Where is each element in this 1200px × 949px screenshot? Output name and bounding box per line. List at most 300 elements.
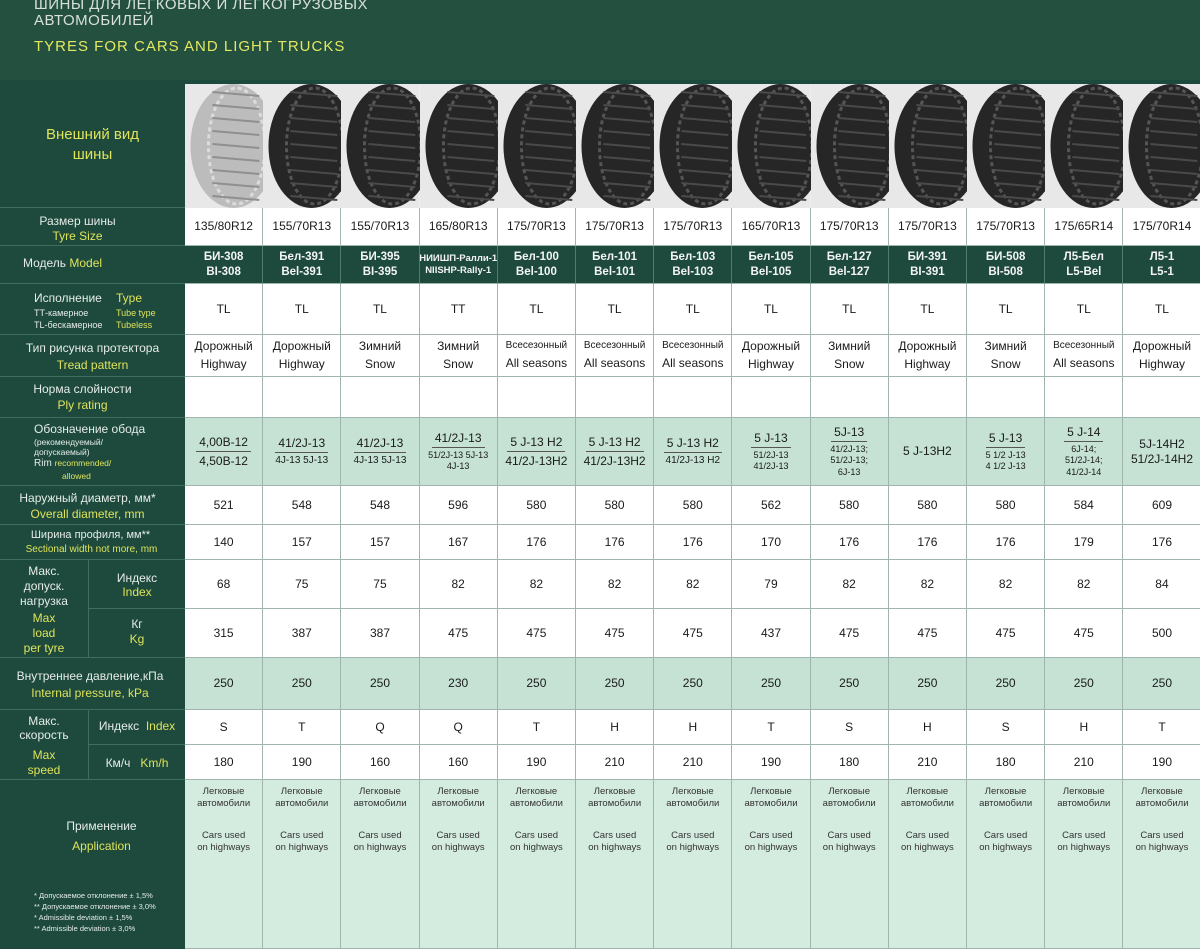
- cell-load-index: [341, 560, 419, 609]
- tyre-type: TL: [294, 301, 309, 316]
- app-ru-line2: автомобили: [275, 797, 329, 809]
- rim-recommended: 5J-13: [831, 425, 867, 442]
- cell-size: [263, 208, 341, 246]
- label-pressure: [0, 658, 185, 710]
- load-kg: 437: [760, 625, 781, 640]
- tread-ru: Всесезонный: [1053, 340, 1115, 352]
- label-tt-ru: ТТ-камерное: [34, 308, 89, 318]
- label-speed-en2: speed: [27, 763, 61, 777]
- tyre-size: 135/80R12: [194, 219, 253, 233]
- model-en: BI-395: [362, 265, 398, 278]
- cell-load-index: [420, 560, 498, 609]
- app-ru-line2: автомобили: [900, 797, 954, 809]
- page-header: [0, 0, 1200, 80]
- tread-en: Highway: [1138, 357, 1185, 371]
- app-en-line1: Cars used: [280, 829, 324, 841]
- tyre-size: 175/70R13: [663, 219, 723, 233]
- cell-app: [1045, 780, 1123, 949]
- cell-width: [185, 525, 263, 560]
- rim-single2: 51/2J-14H2: [1130, 451, 1193, 466]
- cell-size: [732, 208, 810, 246]
- app-en-line1: Cars used: [749, 829, 793, 841]
- cell-diameter: [732, 486, 810, 525]
- overall-diameter: 521: [213, 497, 234, 512]
- rim-single: 5 J-13H2: [903, 444, 952, 458]
- app-ru-line1: Легковые: [1141, 786, 1183, 797]
- cell-tread: [967, 335, 1045, 377]
- cell-pressure: [420, 658, 498, 710]
- model-en: NIISHP-Rally-1: [425, 264, 492, 276]
- app-en-line2: on highways: [744, 841, 798, 853]
- cell-width: [576, 525, 654, 560]
- model-en: Bel-127: [828, 265, 870, 278]
- cell-size: [967, 208, 1045, 246]
- cell-load-index: [576, 560, 654, 609]
- model-ru: Бел-127: [826, 251, 872, 264]
- rim-recommended: 4,00B-12: [196, 435, 251, 452]
- tyre-size: 175/70R13: [976, 219, 1035, 233]
- model-en: BI-391: [910, 265, 945, 278]
- overall-diameter: 548: [369, 497, 390, 512]
- cell-speed-index: [498, 710, 576, 745]
- rim-allowed: 41/2J-13H2: [583, 453, 646, 468]
- cell-pressure: [185, 658, 263, 710]
- app-en-line2: on highways: [353, 841, 407, 853]
- label-load-en2: load: [32, 626, 56, 640]
- cell-diameter: [420, 486, 498, 525]
- cell-speed-index: [732, 710, 810, 745]
- label-tt-en: Tube type: [116, 308, 156, 318]
- speed-index: H: [688, 719, 698, 734]
- cell-rim: [967, 418, 1045, 486]
- overall-diameter: 596: [448, 497, 469, 512]
- label-diam-ru: Наружный диаметр, мм*: [19, 491, 156, 505]
- cell-ply: [576, 377, 654, 418]
- speed-kmh: 210: [682, 754, 703, 769]
- app-ru-line2: автомобили: [588, 797, 642, 809]
- tread-en: All seasons: [1053, 355, 1115, 370]
- app-ru-line2: автомобили: [509, 797, 563, 809]
- tyre-type: TL: [1076, 301, 1091, 316]
- cell-load-index: [1045, 560, 1123, 609]
- app-ru-line2: автомобили: [744, 797, 798, 809]
- cell-size: [498, 208, 576, 246]
- cell-ply: [420, 377, 498, 418]
- cell-speed-kmh: [1045, 745, 1123, 780]
- cell-load-kg: [263, 609, 341, 658]
- tyre-image: [263, 84, 341, 208]
- cell-width: [341, 525, 419, 560]
- load-kg: 475: [526, 625, 547, 640]
- load-index: 82: [842, 576, 856, 591]
- internal-pressure: 250: [682, 676, 703, 690]
- load-kg: 475: [448, 625, 469, 640]
- label-diam-en: Overall diameter, mm: [30, 507, 145, 521]
- cell-rim: [420, 418, 498, 486]
- cell-width: [1045, 525, 1123, 560]
- tread-ru: Дорожный: [1132, 339, 1192, 353]
- app-en-line1: Cars used: [905, 829, 950, 841]
- cell-size: [185, 208, 263, 246]
- label-ply-ru: Норма слойности: [33, 382, 132, 396]
- label-rim-ru: Обозначение обода: [34, 422, 146, 436]
- label-kmh-en: Km/h: [140, 756, 169, 770]
- label-kg-en: Kg: [129, 632, 145, 646]
- model-ru: Бел-103: [670, 251, 716, 264]
- cell-width: [811, 525, 889, 560]
- label-model: [0, 246, 185, 284]
- load-kg: 500: [1151, 625, 1172, 640]
- cell-pressure: [1123, 658, 1200, 710]
- tread-en: Highway: [904, 357, 951, 371]
- load-kg: 387: [291, 625, 312, 640]
- tyre-type: TL: [372, 301, 387, 316]
- cell-app: [185, 780, 263, 949]
- cell-tread: [263, 335, 341, 377]
- rim-allowed: 51/2J-13: [753, 449, 789, 460]
- tyre-image: [1045, 84, 1123, 208]
- rim-recommended: 41/2J-13: [275, 436, 328, 453]
- speed-index: H: [1079, 719, 1089, 734]
- footnote-2: ** Допускаемое отклонение ± 3,0%: [34, 902, 156, 911]
- speed-index: Q: [375, 719, 385, 734]
- label-pressure-ru: Внутреннее давление,кПа: [16, 669, 164, 683]
- label-rim-en3: allowed: [62, 471, 91, 481]
- cell-tread: [1045, 335, 1123, 377]
- load-index: 82: [1077, 576, 1091, 591]
- label-tread: [0, 335, 185, 377]
- app-ru-line1: Легковые: [437, 786, 480, 797]
- internal-pressure: 250: [526, 676, 547, 690]
- cell-tread: [654, 335, 732, 377]
- label-load-kg: [89, 609, 185, 658]
- app-en-line1: Cars used: [983, 829, 1028, 841]
- app-ru-line1: Легковые: [906, 786, 949, 797]
- cell-speed-kmh: [341, 745, 419, 780]
- load-kg: 475: [1073, 625, 1094, 640]
- label-size-ru: Размер шины: [39, 214, 116, 228]
- label-rim-en2: recommended/: [54, 458, 112, 468]
- rim-recommended: 41/2J-13: [432, 431, 485, 448]
- label-diameter: [0, 486, 185, 525]
- internal-pressure: 250: [291, 676, 312, 690]
- speed-index: H: [610, 719, 619, 734]
- footnote-1: * Допускаемое отклонение ± 1,5%: [34, 891, 153, 900]
- cell-diameter: [576, 486, 654, 525]
- cell-type: [732, 284, 810, 335]
- cell-app: [967, 780, 1045, 949]
- tyre-type: TL: [998, 301, 1013, 316]
- section-width: 157: [369, 534, 390, 549]
- cell-speed-index: [1045, 710, 1123, 745]
- tyre-size: 175/70R13: [585, 219, 644, 233]
- rim-allowed-2: 41/2J-13: [753, 461, 789, 471]
- tyre-image: [1123, 84, 1200, 208]
- cell-tread: [811, 335, 889, 377]
- tyre-type: TL: [216, 301, 231, 316]
- tread-ru: Зимний: [828, 339, 871, 353]
- cell-load-index: [967, 560, 1045, 609]
- label-model-en: Model: [69, 256, 103, 270]
- tread-ru: Дорожный: [194, 339, 253, 353]
- app-ru-line1: Легковые: [671, 786, 714, 797]
- rim-recommended: 41/2J-13: [354, 436, 407, 453]
- load-index: 75: [295, 576, 309, 591]
- overall-diameter: 580: [917, 497, 938, 512]
- cell-ply: [341, 377, 419, 418]
- rim-allowed-3: 41/2J-14: [1066, 466, 1102, 477]
- cell-load-kg: [1045, 609, 1123, 658]
- label-width-en: Sectional width not more, mm: [25, 544, 158, 555]
- label-tread-en: Tread pattern: [56, 358, 129, 372]
- section-width: 176: [1151, 534, 1172, 549]
- internal-pressure: 250: [604, 676, 625, 690]
- cell-model: [732, 246, 810, 284]
- cell-speed-kmh: [420, 745, 498, 780]
- label-app-en: Application: [72, 839, 131, 853]
- load-kg: 387: [369, 625, 390, 640]
- label-exec-ru: Исполнение: [34, 291, 102, 305]
- cell-width: [420, 525, 498, 560]
- tyre-photo-strip: [185, 84, 1200, 208]
- cell-speed-index: [889, 710, 967, 745]
- tread-en: All seasons: [505, 355, 568, 370]
- speed-index: T: [1158, 719, 1166, 734]
- cell-model: [263, 246, 341, 284]
- tyre-size: 155/70R13: [350, 219, 410, 233]
- cell-rim: [654, 418, 732, 486]
- section-width: 176: [839, 534, 860, 549]
- label-speed-index: [89, 710, 185, 745]
- label-load-ru2: допуск.: [23, 579, 65, 593]
- app-ru-line1: Легковые: [280, 786, 323, 797]
- model-en: Bel-101: [594, 265, 636, 278]
- tread-ru: Дорожный: [898, 339, 957, 353]
- model-en: BI-308: [206, 265, 241, 278]
- model-en: Bel-100: [515, 265, 557, 278]
- speed-index: Q: [453, 719, 463, 734]
- model-ru: Л5-Бел: [1063, 251, 1104, 264]
- model-en: L5-1: [1150, 265, 1174, 278]
- section-width: 176: [917, 534, 938, 549]
- cell-type: [889, 284, 967, 335]
- label-kg-ru: Кг: [131, 617, 143, 631]
- app-ru-line1: Легковые: [515, 786, 558, 797]
- cell-size: [889, 208, 967, 246]
- internal-pressure: 250: [369, 676, 390, 690]
- model-en: BI-508: [988, 265, 1023, 278]
- tread-ru: Всесезонный: [505, 340, 568, 352]
- overall-diameter: 584: [1073, 497, 1094, 512]
- cell-type: [1123, 284, 1200, 335]
- speed-kmh: 180: [995, 754, 1016, 769]
- load-index: 82: [529, 576, 544, 591]
- cell-type: [654, 284, 732, 335]
- load-index: 84: [1155, 576, 1169, 591]
- cell-load-kg: [185, 609, 263, 658]
- tyre-type: TL: [1154, 301, 1169, 316]
- rim-recommended: 5 J-13 H2: [507, 435, 565, 452]
- internal-pressure: 250: [1073, 676, 1094, 690]
- tyre-image: [967, 84, 1045, 208]
- cell-diameter: [1123, 486, 1200, 525]
- label-speed-ru2: скорость: [19, 728, 69, 742]
- label-rim-ru2: (рекомендуемый/: [34, 437, 103, 447]
- cell-ply: [967, 377, 1045, 418]
- cell-speed-kmh: [732, 745, 810, 780]
- load-index: 82: [998, 576, 1013, 591]
- rim-allowed: 4,50B-12: [199, 453, 248, 468]
- section-width: 167: [448, 534, 469, 549]
- tyre-image: [732, 84, 810, 208]
- title-ru: [34, 0, 368, 29]
- cell-rim: [732, 418, 810, 486]
- cell-speed-kmh: [967, 745, 1045, 780]
- rim-allowed-2: 4 1/2 J-13: [985, 461, 1026, 471]
- tread-en: Snow: [443, 357, 474, 371]
- overall-diameter: 609: [1151, 497, 1172, 512]
- tread-en: Highway: [200, 357, 247, 371]
- label-speed-kmh: [89, 745, 185, 780]
- cell-app: [1123, 780, 1200, 949]
- cell-load-index: [889, 560, 967, 609]
- speed-index: S: [219, 719, 228, 734]
- rim-single: 5J-14H2: [1139, 436, 1185, 451]
- cell-rim: [811, 418, 889, 486]
- cell-speed-index: [576, 710, 654, 745]
- cell-size: [654, 208, 732, 246]
- cell-model: [1045, 246, 1123, 284]
- tyre-type: TL: [607, 301, 622, 316]
- speed-kmh: 190: [760, 754, 781, 769]
- rim-allowed-3: 6J-13: [837, 466, 861, 477]
- label-model-ru: Модель: [22, 256, 67, 270]
- overall-diameter: 580: [995, 497, 1016, 512]
- footnote-3: * Admissible deviation ± 1,5%: [34, 913, 133, 922]
- cell-load-kg: [654, 609, 732, 658]
- cell-width: [654, 525, 732, 560]
- tyre-size: 175/65R14: [1054, 219, 1114, 233]
- tread-en: Snow: [990, 357, 1021, 371]
- cell-speed-index: [185, 710, 263, 745]
- app-ru-line2: автомобили: [979, 797, 1033, 809]
- app-en-line2: on highways: [1135, 841, 1189, 853]
- footnote-4: ** Admissible deviation ± 3,0%: [34, 924, 136, 933]
- cell-diameter: [341, 486, 419, 525]
- rim-allowed: 41/2J-13H2: [505, 453, 568, 468]
- tyre-type: TL: [763, 301, 778, 316]
- label-type: [0, 284, 185, 335]
- internal-pressure: 230: [448, 676, 469, 690]
- speed-kmh: 210: [917, 754, 938, 769]
- tread-ru: Дорожный: [741, 339, 801, 353]
- cell-speed-kmh: [811, 745, 889, 780]
- cell-width: [889, 525, 967, 560]
- cell-rim: [263, 418, 341, 486]
- app-en-line2: on highways: [900, 841, 954, 853]
- app-en-line1: Cars used: [358, 829, 402, 841]
- tyre-image: [420, 84, 498, 208]
- speed-kmh: 210: [1073, 754, 1094, 769]
- cell-app: [889, 780, 967, 949]
- tyre-image: [811, 84, 889, 208]
- cell-type: [420, 284, 498, 335]
- cell-speed-kmh: [889, 745, 967, 780]
- rim-allowed: 41/2J-13 H2: [665, 454, 721, 466]
- rim-recommended: 5 J-13 H2: [664, 436, 722, 453]
- app-en-line1: Cars used: [827, 829, 871, 841]
- app-en-line1: Cars used: [201, 829, 246, 841]
- cell-pressure: [576, 658, 654, 710]
- model-ru: БИ-391: [907, 251, 948, 264]
- tyre-image: [498, 84, 576, 208]
- cell-speed-kmh: [498, 745, 576, 780]
- cell-load-kg: [889, 609, 967, 658]
- overall-diameter: 580: [839, 497, 860, 512]
- cell-pressure: [498, 658, 576, 710]
- cell-type: [576, 284, 654, 335]
- tyre-type: TT: [450, 301, 466, 316]
- load-kg: 475: [604, 625, 625, 640]
- cell-type: [811, 284, 889, 335]
- cell-size: [420, 208, 498, 246]
- cell-app: [341, 780, 419, 949]
- cell-rim: [341, 418, 419, 486]
- cell-load-index: [498, 560, 576, 609]
- section-width: 179: [1073, 534, 1094, 549]
- label-load-ru3: нагрузка: [20, 594, 68, 608]
- cell-diameter: [498, 486, 576, 525]
- app-en-line2: on highways: [197, 841, 250, 853]
- label-rim: [0, 418, 185, 486]
- cell-speed-index: [341, 710, 419, 745]
- tyre-size: 175/70R14: [1132, 219, 1192, 233]
- tread-ru: Всесезонный: [583, 340, 646, 352]
- overall-diameter: 580: [526, 497, 547, 512]
- rim-allowed: 4J-13 5J-13: [353, 454, 407, 466]
- load-kg: 315: [213, 625, 234, 640]
- label-exec-en: Type: [116, 291, 143, 305]
- cell-speed-index: [811, 710, 889, 745]
- label-app-ru: Применение: [66, 819, 137, 833]
- cell-pressure: [341, 658, 419, 710]
- overall-diameter: 548: [291, 497, 312, 512]
- speed-kmh: 190: [291, 754, 312, 769]
- app-en-line2: on highways: [431, 841, 485, 853]
- model-en: Bel-391: [281, 265, 323, 278]
- cell-diameter: [263, 486, 341, 525]
- cell-speed-kmh: [263, 745, 341, 780]
- rim-allowed: 6J-14;: [1071, 444, 1097, 455]
- app-ru-line1: Легковые: [750, 786, 792, 797]
- model-ru: БИ-308: [203, 251, 244, 264]
- app-ru-line2: автомобили: [1135, 797, 1189, 809]
- section-width: 170: [760, 534, 781, 549]
- tread-en: Snow: [834, 357, 865, 371]
- speed-index: S: [845, 719, 854, 734]
- cell-load-index: [732, 560, 810, 609]
- load-kg: 475: [995, 625, 1016, 640]
- app-ru-line2: автомобили: [197, 797, 251, 809]
- label-kmh-ru: Км/ч: [105, 756, 131, 770]
- cell-speed-index: [263, 710, 341, 745]
- model-ru: Бел-391: [279, 251, 325, 264]
- model-en: Bel-103: [672, 265, 714, 278]
- cell-type: [967, 284, 1045, 335]
- cell-speed-kmh: [654, 745, 732, 780]
- label-appearance-ru2: шины: [72, 146, 113, 163]
- app-en-line1: Cars used: [514, 829, 559, 841]
